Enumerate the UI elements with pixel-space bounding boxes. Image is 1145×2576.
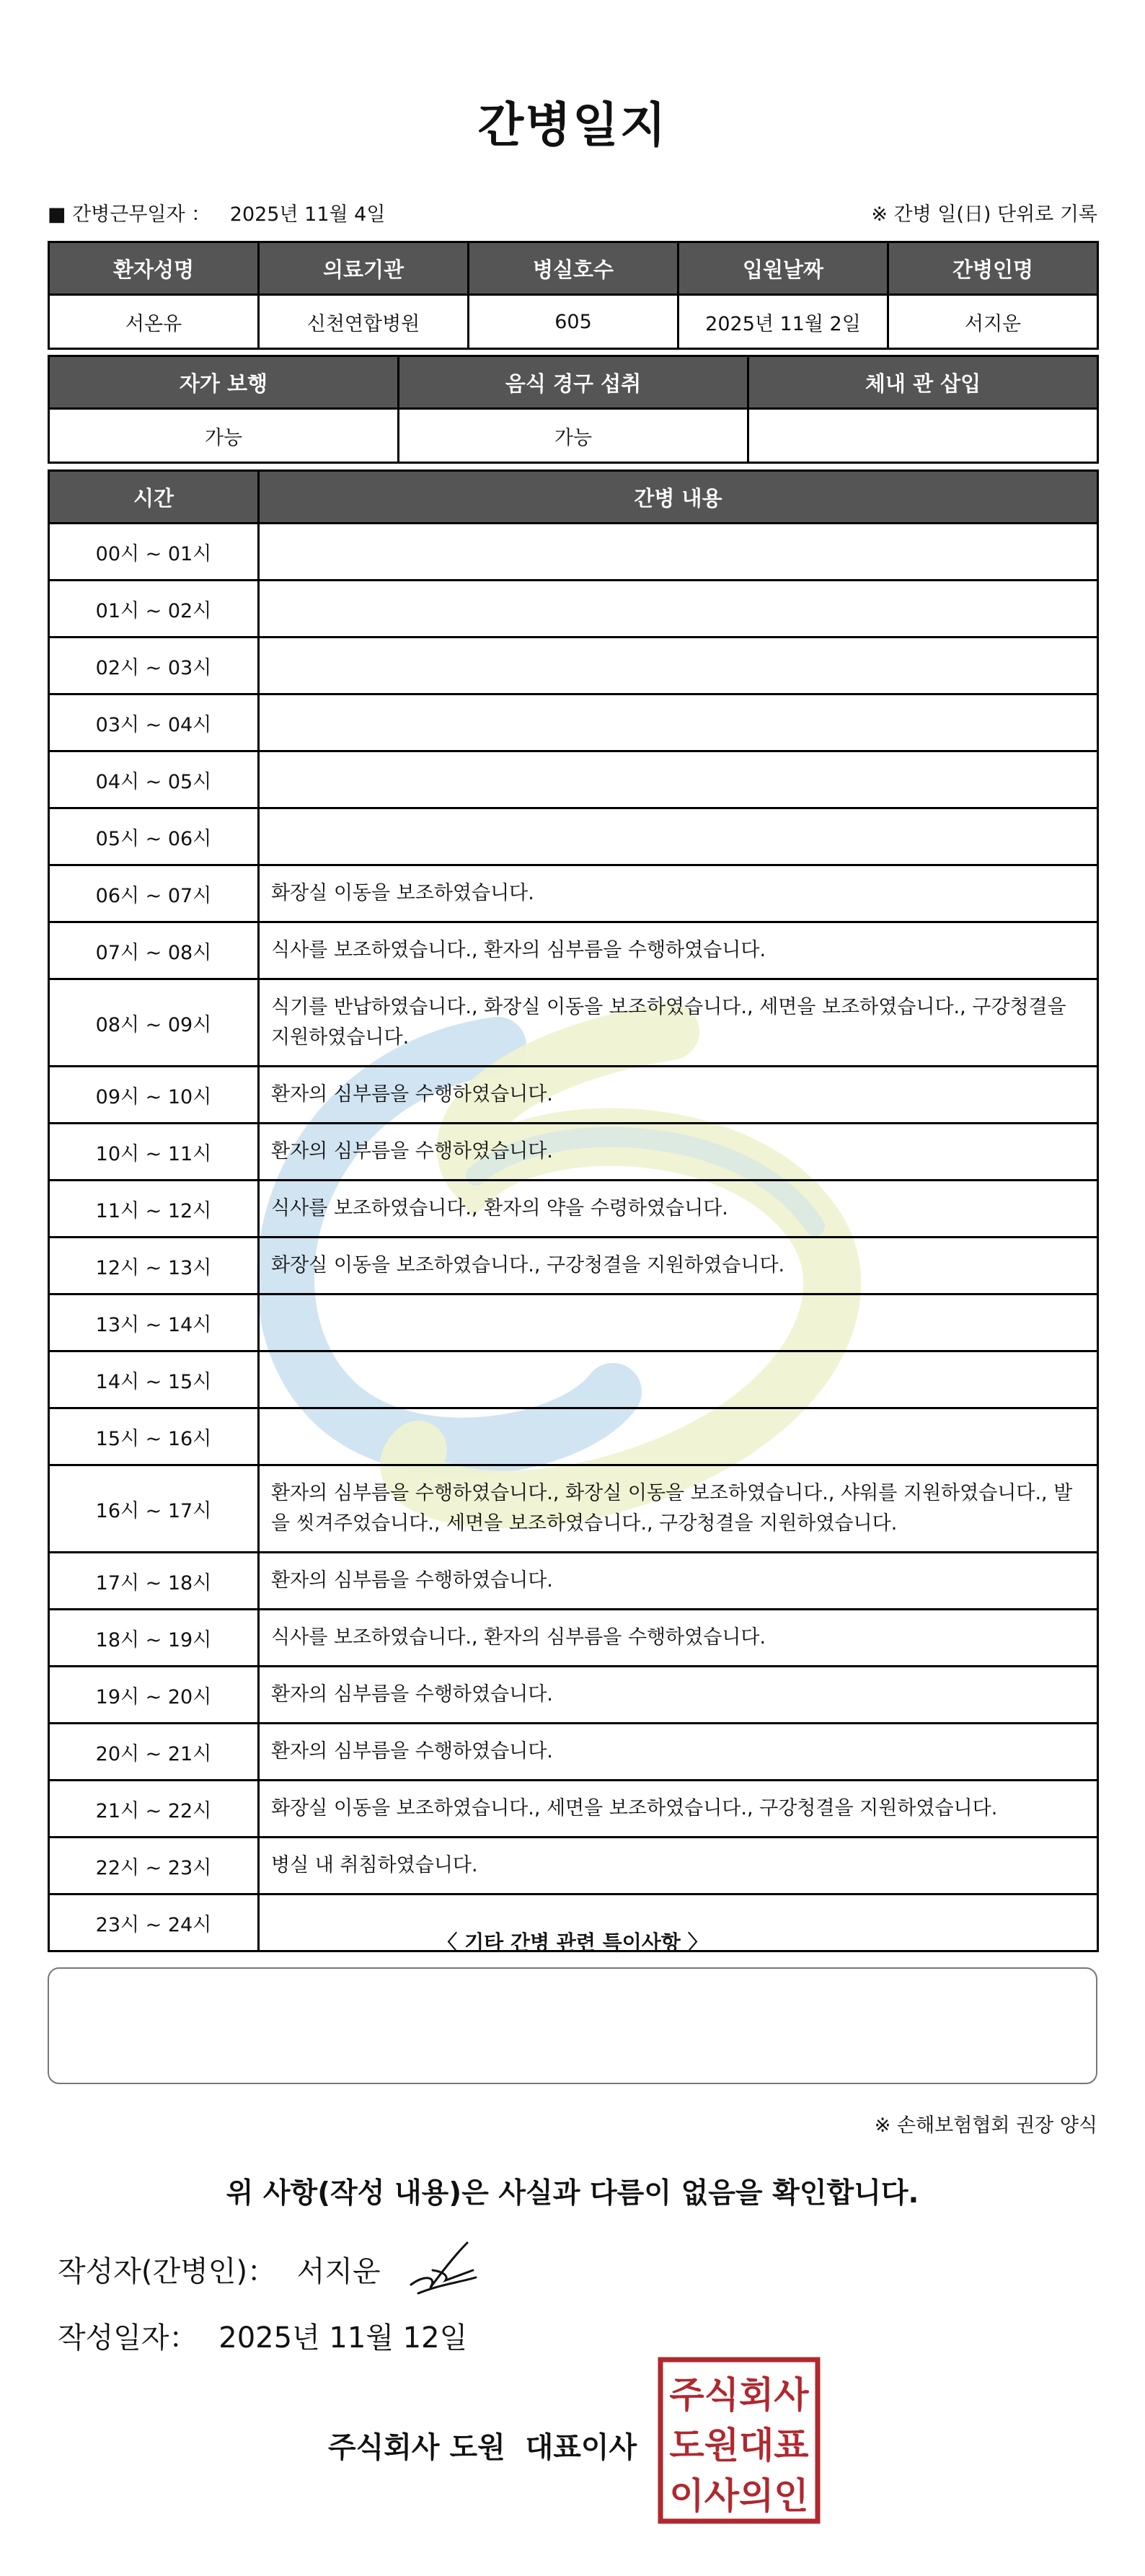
care-content [259, 1294, 1098, 1351]
company-representative: 주식회사 도원 대표이사 [328, 2431, 637, 2464]
time-slot: 19시 ~ 20시 [49, 1667, 259, 1724]
header-oral-intake: 음식 경구 섭취 [399, 356, 748, 409]
time-slot: 18시 ~ 19시 [49, 1610, 259, 1667]
duty-date-value: 2025년 11월 4일 [229, 203, 386, 226]
standard-form-note: ※ 손해보험협회 권장 양식 [874, 2114, 1097, 2137]
table-row [49, 581, 1098, 638]
time-slot: 22시 ~ 23시 [49, 1838, 259, 1894]
care-log-table [48, 469, 1099, 1952]
duty-date-label: ■ 간병근무일자 ： [48, 203, 211, 226]
header-admission-date: 입원날짜 [678, 242, 888, 295]
patient-name: 서온유 [49, 295, 259, 349]
table-row [49, 751, 1098, 808]
time-slot: 15시 ~ 16시 [49, 1408, 259, 1465]
care-content: 화장실 이동을 보조하였습니다. [259, 865, 1098, 922]
care-content [259, 751, 1098, 808]
table-row [49, 694, 1098, 751]
header-caregiver-name: 간병인명 [888, 242, 1098, 295]
table-row [49, 922, 1098, 979]
time-slot: 16시 ~ 17시 [49, 1465, 259, 1553]
room-number: 605 [469, 295, 678, 349]
table-row [49, 865, 1098, 922]
header-care-content: 간병 내용 [259, 471, 1098, 524]
remarks-box [48, 1967, 1097, 2084]
table-row [49, 808, 1098, 865]
header-tube-insertion: 체내 관 삽입 [748, 356, 1098, 409]
time-slot: 11시 ~ 12시 [49, 1181, 259, 1238]
time-slot: 06시 ~ 07시 [49, 865, 259, 922]
written-date-line [58, 2315, 467, 2356]
header-time: 시간 [49, 471, 259, 524]
admission-date: 2025년 11월 2일 [678, 295, 888, 349]
table-row [49, 1838, 1098, 1894]
table-row [49, 1181, 1098, 1238]
tube-insertion-value [748, 409, 1098, 463]
time-slot: 14시 ~ 15시 [49, 1351, 259, 1408]
header-room-number: 병실호수 [469, 242, 678, 295]
time-slot: 03시 ~ 04시 [49, 694, 259, 751]
time-slot: 23시 ~ 24시 [49, 1894, 259, 1951]
time-slot: 10시 ~ 11시 [49, 1124, 259, 1181]
care-content [259, 1408, 1098, 1465]
care-content: 환자의 심부름을 수행하였습니다., 화장실 이동을 보조하였습니다., 샤워를 지원하였습니다., 발을 씻겨주었습니다., 세면을 보조하였습니다., 구강청결을 지원하였습니다. [259, 1465, 1098, 1553]
written-date-label: 작성일자： [58, 2321, 198, 2355]
table-row [49, 1553, 1098, 1610]
care-content [259, 581, 1098, 638]
time-slot: 08시 ~ 09시 [49, 979, 259, 1067]
time-slot: 04시 ~ 05시 [49, 751, 259, 808]
hospital-name: 신천연합병원 [259, 295, 469, 349]
care-content: 환자의 심부름을 수행하였습니다. [259, 1553, 1098, 1610]
company-seal [658, 2357, 821, 2524]
time-slot: 07시 ~ 08시 [49, 922, 259, 979]
care-log-body [49, 524, 1098, 1951]
table-row [49, 1238, 1098, 1294]
time-slot: 13시 ~ 14시 [49, 1294, 259, 1351]
care-content: 식사를 보조하였습니다., 환자의 약을 수령하였습니다. [259, 1181, 1098, 1238]
care-content: 병실 내 취침하였습니다. [259, 1838, 1098, 1894]
time-slot: 05시 ~ 06시 [49, 808, 259, 865]
table-row [49, 1408, 1098, 1465]
writer-label: 작성자(간병인)： [58, 2255, 277, 2288]
table-row [49, 1465, 1098, 1553]
care-content: 식사를 보조하였습니다., 환자의 심부름을 수행하였습니다. [259, 1610, 1098, 1667]
care-content [259, 638, 1098, 694]
time-slot: 00시 ~ 01시 [49, 524, 259, 581]
caregiver-name: 서지운 [888, 295, 1098, 349]
table-row [49, 1667, 1098, 1724]
table-row [49, 524, 1098, 581]
header-self-walking: 자가 보행 [49, 356, 399, 409]
time-slot: 20시 ~ 21시 [49, 1724, 259, 1781]
care-content: 환자의 심부름을 수행하였습니다. [259, 1724, 1098, 1781]
care-content: 환자의 심부름을 수행하였습니다. [259, 1667, 1098, 1724]
care-content [259, 524, 1098, 581]
confirmation-statement: 위 사항(작성 내용)은 사실과 다름이 없음을 확인합니다. [226, 2177, 919, 2210]
table-row [49, 1124, 1098, 1181]
care-content: 식기를 반납하였습니다., 화장실 이동을 보조하였습니다., 세면을 보조하였습니다., 구강청결을 지원하였습니다. [259, 979, 1098, 1067]
care-content [259, 808, 1098, 865]
table-row [49, 979, 1098, 1067]
time-slot: 12시 ~ 13시 [49, 1238, 259, 1294]
oral-intake-value: 가능 [399, 409, 748, 463]
care-content: 환자의 심부름을 수행하였습니다. [259, 1124, 1098, 1181]
handwritten-signature [404, 2234, 483, 2299]
document-title: 간병일지 [477, 97, 668, 153]
header-hospital: 의료기관 [259, 242, 469, 295]
writer-name: 서지운 [296, 2255, 381, 2288]
remarks-title: 〈 기타 간병 관련 특이사항 〉 [437, 1931, 708, 1954]
time-slot: 02시 ~ 03시 [49, 638, 259, 694]
care-content: 식사를 보조하였습니다., 환자의 심부름을 수행하였습니다. [259, 922, 1098, 979]
table-row [49, 1067, 1098, 1124]
time-slot: 17시 ~ 18시 [49, 1553, 259, 1610]
duty-date-line [48, 198, 385, 226]
header-patient-name: 환자성명 [49, 242, 259, 295]
table-row [49, 638, 1098, 694]
table-row [49, 1294, 1098, 1351]
care-content [259, 694, 1098, 751]
time-slot: 09시 ~ 10시 [49, 1067, 259, 1124]
self-walking-value: 가능 [49, 409, 399, 463]
patient-status-table [48, 355, 1099, 464]
svg-text:주식회사: 주식회사 [669, 2374, 809, 2416]
care-content: 화장실 이동을 보조하였습니다., 세면을 보조하였습니다., 구강청결을 지원하였습니다. [259, 1781, 1098, 1838]
time-slot: 01시 ~ 02시 [49, 581, 259, 638]
record-unit-note: ※ 간병 일(日) 단위로 기록 [871, 203, 1097, 226]
table-row [49, 1610, 1098, 1667]
svg-text:도원대표: 도원대표 [669, 2425, 809, 2466]
svg-text:이사의인: 이사의인 [669, 2475, 809, 2517]
written-date-value: 2025년 11월 12일 [218, 2321, 468, 2355]
care-content [259, 1351, 1098, 1408]
time-slot: 21시 ~ 22시 [49, 1781, 259, 1838]
table-row [49, 1724, 1098, 1781]
writer-line [58, 2249, 381, 2290]
table-row [49, 1351, 1098, 1408]
table-row [49, 1781, 1098, 1838]
patient-info-table [48, 241, 1099, 350]
care-content: 화장실 이동을 보조하였습니다., 구강청결을 지원하였습니다. [259, 1238, 1098, 1294]
care-content: 환자의 심부름을 수행하였습니다. [259, 1067, 1098, 1124]
